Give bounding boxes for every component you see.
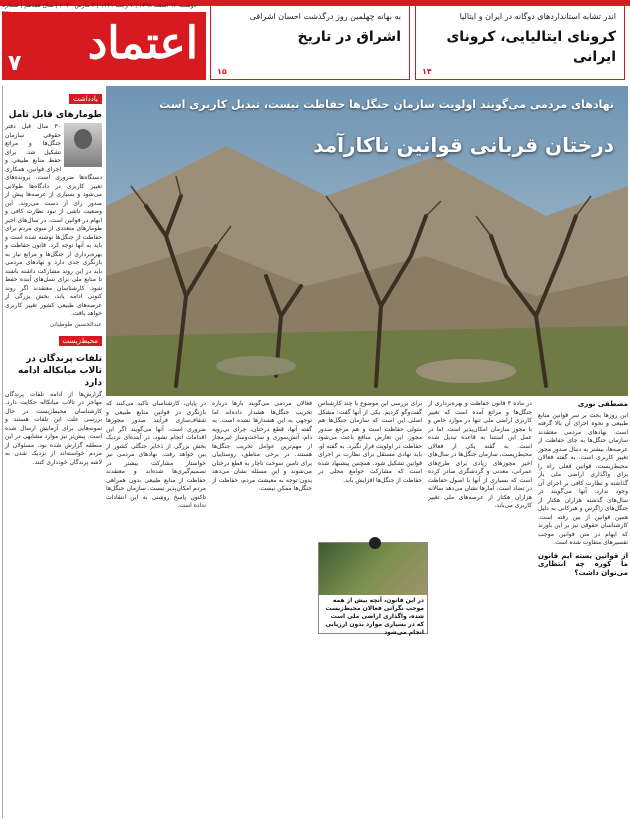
teaser-box[interactable] <box>210 4 410 80</box>
inset-photo-box[interactable] <box>318 542 428 634</box>
column-body: ۳۰ سال قبل دفتر حقوقی سازمان جنگل‌ها و مراتع تشکیل شد. برای حفظ منابع طبیعی و اجرای قوانین، همکاری دستگاه‌ها ضروری است. پرونده‌های تغییر کاربری در دادگاه‌ها طولانی می‌شود و بسیاری از عرصه‌ها پیش از صدور رای از دست می‌روند. این وضعیت ناشی از نبود نظارت کافی و ابهام در قوانین است. در سال‌های اخیر طومارهای متعددی از سوی مردم برای حفاظت از جنگل‌ها نوشته شده است و باید به آنها توجه کرد. قانون حفاظت و بهره‌برداری از جنگل‌ها و مراتع نیاز به بازنگری جدی دارد و نهادهای مردمی باید در این روند مشارکت داشته باشند تا منابع ملی برای نسل‌های آینده حفظ شود. کارشناسان معتقدند اگر روند کنونی ادامه یابد، بخش بزرگی از عرصه‌های طبیعی کشور تغییر کاربری خواهد یافت. <box>5 123 102 317</box>
hero-photo[interactable] <box>106 86 628 396</box>
hero-headline[interactable]: درختان قربانی قوانین ناکارآمد <box>313 133 614 157</box>
dateline: دوشنبه ۱۲ اسفند ۱۳۹۸ | ۷ رجب ۱۴۴۱ | ۲ مارس ۲۰۲۰ | سال هفدهم | شماره <box>2 2 197 9</box>
author-photo <box>64 123 102 167</box>
article-subhead: از قوانین بسته ایم قانون ما کوره چه انتظاری می‌توان داشت؟ <box>538 551 628 577</box>
article-column: در پایان، کارشناسان تاکید می‌کنند که بازنگری در قوانین منابع طبیعی و شفاف‌سازی فرآیند صدور مجوزها ضروری است. آنها می‌گویند اگر این اقدامات انجام نشود، در آینده‌ای نزدیک بخش بزرگی از ذخایر جنگلی کشور از بین خواهد رفت. نهادهای مردمی نیز خواستار مشارکت بیشتر در تصمیم‌گیری‌ها شده‌اند و معتقدند حفاظت از منابع طبیعی بدون همراهی مردم امکان‌پذیر نیست. سازمان جنگل‌ها تاکنون پاسخ روشنی به این انتقادات نداده است. <box>106 400 206 509</box>
masthead-logo: اعتماد <box>87 18 198 69</box>
article-column: در ماده ۳ قانون حفاظت و بهره‌برداری از جنگل‌ها و مراتع آمده است که تغییر کاربری اراضی ملی تنها در موارد خاص و با مجوز سازمان امکان‌پذیر است. اما در عمل این استثنا به قاعده تبدیل شده است. به گفته یکی از فعالان محیط‌زیست، سازمان جنگل‌ها در سال‌های اخیر مجوزهای زیادی برای طرح‌های عمرانی، معدنی و گردشگری صادر کرده است که بسیاری از آنها با اصول حفاظت در تضاد است. آمارها نشان می‌دهد سالانه هزاران هکتار از عرصه‌های ملی تغییر کاربری می‌یابد. <box>428 400 532 509</box>
hero-kicker: نهادهای مردمی می‌گویند اولویت سازمان جنگل‌ها حفاظت نیست، تبدیل کاربری است <box>159 98 614 111</box>
article-byline: مصطفی نوری <box>577 400 628 408</box>
page-number: ۷ <box>8 51 22 76</box>
teaser-headline[interactable]: اشراق در تاریخ <box>297 29 401 45</box>
article-column: برای بررسی این موضوع با چند کارشناس گفت‌وگو کردیم. یکی از آنها گفت: مشکل اصلی این است که سازمان جنگل‌ها هم متولی حفاظت است و هم مرجع صدور مجوز. این تعارض منافع باعث می‌شود حفاظت در اولویت قرار نگیرد. به گفته او، باید نهادی مستقل برای نظارت بر اجرای قوانین تشکیل شود. همچنین پیشنهاد شده است که مشارکت جوامع محلی در حفاظت از جنگل‌ها افزایش یابد. <box>318 400 422 484</box>
article-text: این روزها بحث بر سر قوانین منابع طبیعی و نحوه اجرای آن بالا گرفته است. نهادهای مردمی معتقدند سازمان جنگل‌ها به جای حفاظت از عرصه‌ها، بیشتر به دنبال صدور مجوز تغییر کاربری است. به گفته فعالان محیط‌زیست، قوانین فعلی راه را برای واگذاری اراضی ملی باز گذاشته و نظارت کافی بر اجرای آن وجود ندارد. آنها می‌گویند در سال‌های گذشته هزاران هکتار از جنگل‌های زاگرس و هیرکانی به دلیل همین قوانین از بین رفته است. کارشناسان حقوقی نیز بر این باورند که ابهام در متن قوانین موجب تفسیرهای متفاوت شده است. <box>538 411 628 546</box>
article-column: فعالان مردمی می‌گویند بارها درباره تخریب جنگل‌ها هشدار داده‌اند اما توجهی به این هشدارها نشده است. به گفته آنها، قطع درختان، چرای بی‌رویه دام، آتش‌سوزی و ساخت‌وساز غیرمجاز از مهم‌ترین عوامل تخریب جنگل‌ها هستند. در برخی مناطق، روستاییان برای تامین سوخت ناچار به قطع درختان می‌شوند و این مسئله نشان می‌دهد بدون توجه به معیشت مردم، حفاظت از جنگل‌ها ممکن نیست. <box>212 400 312 492</box>
inset-caption: در این قانون، آنچه بیش از همه موجب نگرانی فعالان محیط‌زیست شده، واگذاری اراضی ملی است که در بسیاری موارد بدون ارزیابی انجام می‌شود <box>325 597 424 636</box>
masthead[interactable] <box>2 12 206 80</box>
section-label: محیط‌زیست <box>59 336 102 346</box>
column-title[interactable]: طومارهای قابل تامل <box>8 110 102 120</box>
teaser-box[interactable] <box>415 4 625 80</box>
opinion-sidebar <box>2 86 102 818</box>
teaser-page-number: ۱۵ <box>217 67 227 76</box>
teaser-kicker: اندر تشابه استانداردهای دوگانه در ایران و ایتالیا <box>459 12 616 21</box>
section-label: یادداشت <box>69 94 102 104</box>
news-body: گزارش‌ها از ادامه تلفات پرندگان مهاجر در تالاب میانکاله حکایت دارد. کارشناسان محیط‌زیست در حال بررسی علت این تلفات هستند و نمونه‌هایی برای آزمایش ارسال شده است. پیش‌تر نیز موارد مشابهی در این منطقه گزارش شده بود. مسئولان از مردم خواسته‌اند از نزدیک شدن به لاشه پرندگان خودداری کنند. <box>5 390 102 466</box>
teaser-kicker: به بهانه چهلمین روز درگذشت احسان اشراقی <box>249 12 401 21</box>
article-column <box>538 400 628 818</box>
inset-photo <box>319 543 427 595</box>
main-article <box>106 400 628 818</box>
author-name: عبدالحسین طوطیانی <box>49 320 102 328</box>
news-title[interactable]: تلفات پرندگان در تالاب میانکاله ادامه دارد <box>17 353 102 388</box>
camera-icon <box>369 537 381 549</box>
teaser-page-number: ۱۴ <box>422 67 432 76</box>
teaser-headline[interactable]: کرونای ایتالیایی، کرونای ایرانی <box>446 29 616 65</box>
